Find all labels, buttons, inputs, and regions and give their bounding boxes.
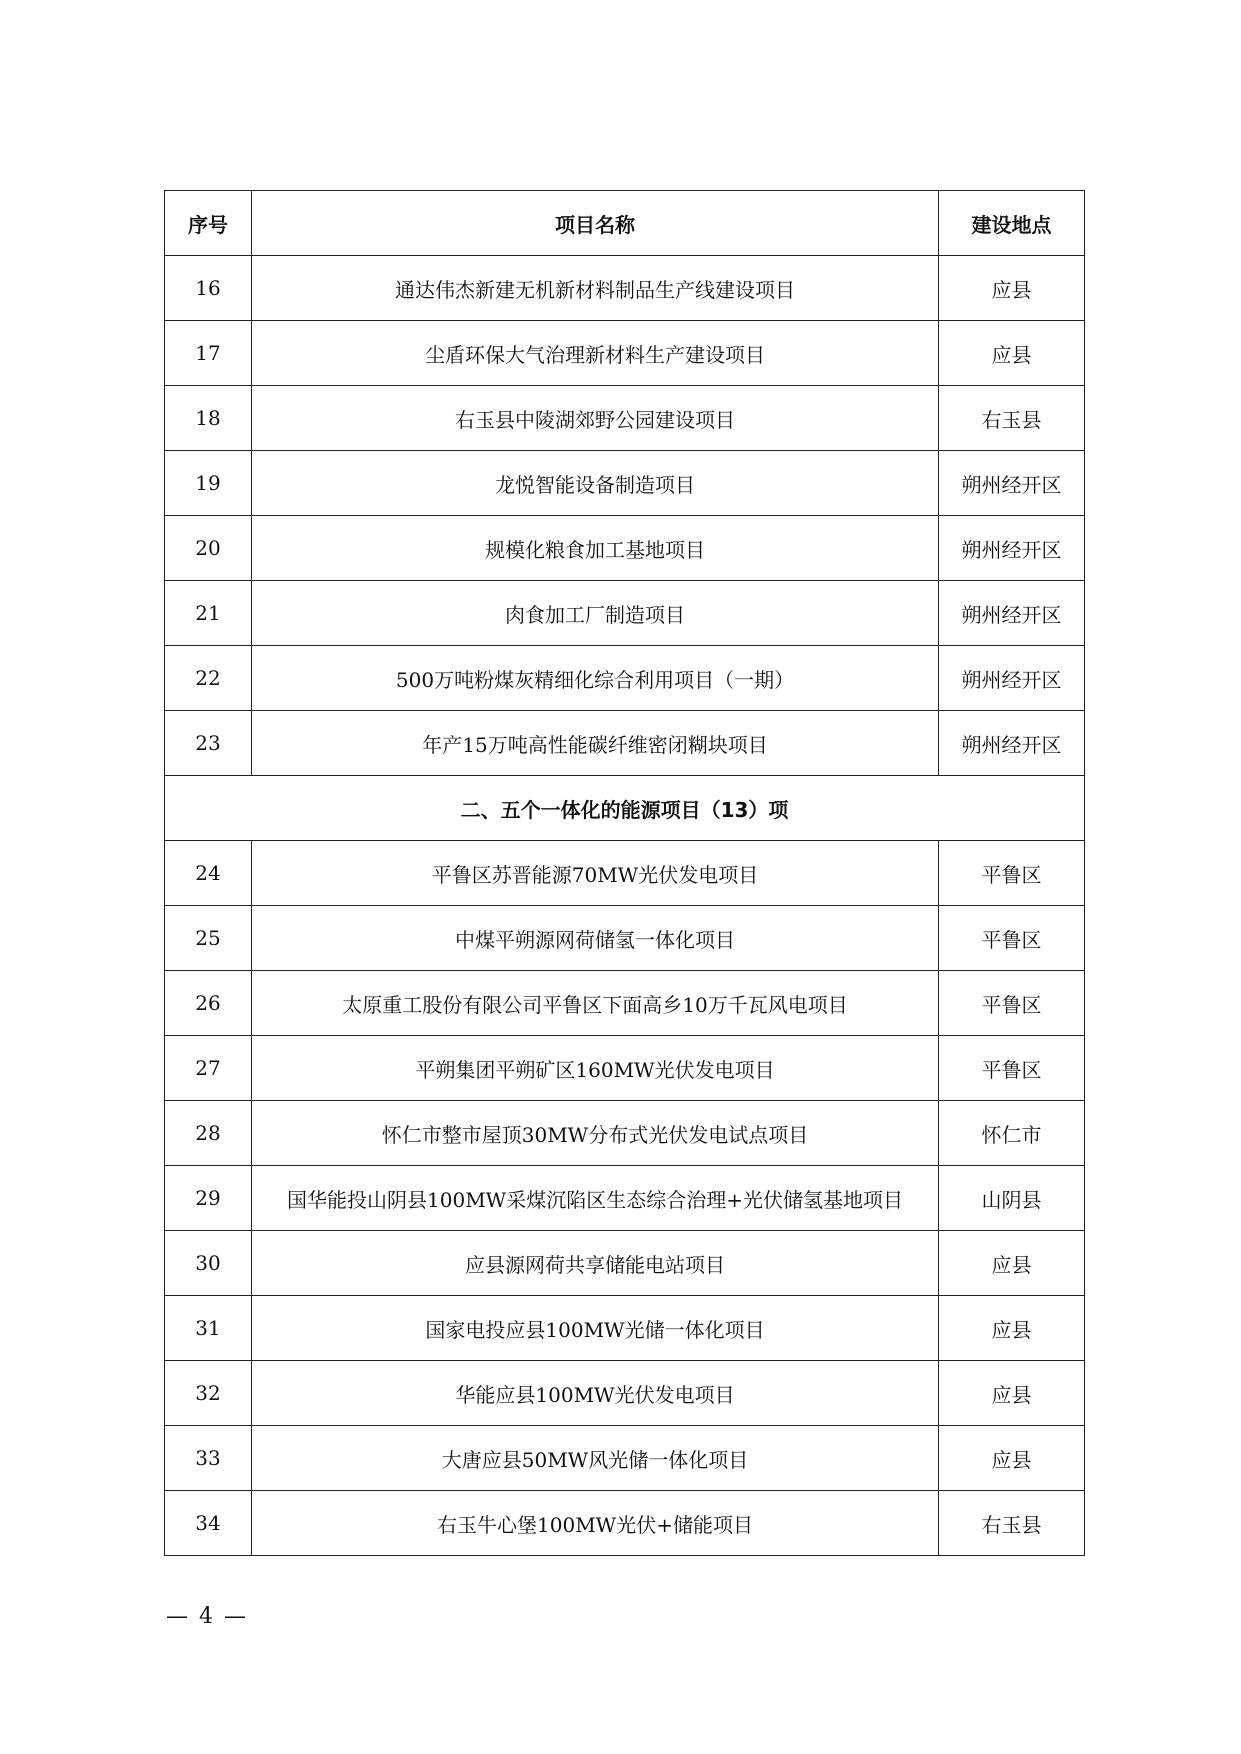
row-number: 32 [165,1361,252,1426]
row-project-name: 国华能投山阴县100MW采煤沉陷区生态综合治理+光伏储氢基地项目 [252,1166,939,1231]
table-row [165,1101,1085,1166]
row-project-name: 通达伟杰新建无机新材料制品生产线建设项目 [252,256,939,321]
row-project-name: 应县源网荷共享储能电站项目 [252,1231,939,1296]
row-number: 22 [165,646,252,711]
table-row [165,581,1085,646]
table-row [165,1361,1085,1426]
header-location: 建设地点 [939,191,1085,256]
row-number: 24 [165,841,252,906]
row-project-name: 大唐应县50MW风光储一体化项目 [252,1426,939,1491]
table-row [165,906,1085,971]
project-table [164,190,1085,1556]
row-project-name: 平鲁区苏晋能源70MW光伏发电项目 [252,841,939,906]
section-title: 二、五个一体化的能源项目（13）项 [165,776,1085,841]
row-location: 应县 [939,1426,1085,1491]
row-location: 平鲁区 [939,971,1085,1036]
table-row [165,451,1085,516]
row-location: 朔州经开区 [939,646,1085,711]
table-row [165,1426,1085,1491]
row-location: 山阴县 [939,1166,1085,1231]
row-project-name: 太原重工股份有限公司平鲁区下面高乡10万千瓦风电项目 [252,971,939,1036]
row-project-name: 年产15万吨高性能碳纤维密闭糊块项目 [252,711,939,776]
table-row [165,1166,1085,1231]
table-body-part-2 [165,841,1085,1556]
row-location: 应县 [939,1231,1085,1296]
row-project-name: 右玉县中陵湖郊野公园建设项目 [252,386,939,451]
row-project-name: 国家电投应县100MW光储一体化项目 [252,1296,939,1361]
row-location: 怀仁市 [939,1101,1085,1166]
row-number: 17 [165,321,252,386]
row-number: 31 [165,1296,252,1361]
table-row [165,646,1085,711]
row-number: 27 [165,1036,252,1101]
row-location: 右玉县 [939,1491,1085,1556]
row-number: 21 [165,581,252,646]
row-number: 16 [165,256,252,321]
row-number: 30 [165,1231,252,1296]
header-project-name: 项目名称 [252,191,939,256]
table-row [165,321,1085,386]
row-project-name: 尘盾环保大气治理新材料生产建设项目 [252,321,939,386]
table-header-row [165,191,1085,256]
row-number: 19 [165,451,252,516]
row-location: 平鲁区 [939,841,1085,906]
table-row [165,711,1085,776]
table-row [165,256,1085,321]
page-number: — 4 — [166,1604,248,1629]
row-location: 右玉县 [939,386,1085,451]
row-location: 朔州经开区 [939,451,1085,516]
table-row [165,1491,1085,1556]
header-number: 序号 [165,191,252,256]
table-row [165,1296,1085,1361]
row-location: 应县 [939,1361,1085,1426]
row-number: 18 [165,386,252,451]
row-location: 平鲁区 [939,1036,1085,1101]
row-location: 应县 [939,321,1085,386]
table-row [165,386,1085,451]
row-project-name: 龙悦智能设备制造项目 [252,451,939,516]
section-row [165,776,1085,841]
table-row [165,1231,1085,1296]
row-number: 28 [165,1101,252,1166]
row-project-name: 规模化粮食加工基地项目 [252,516,939,581]
row-location: 朔州经开区 [939,516,1085,581]
row-location: 应县 [939,1296,1085,1361]
row-number: 33 [165,1426,252,1491]
row-project-name: 平朔集团平朔矿区160MW光伏发电项目 [252,1036,939,1101]
table-row [165,841,1085,906]
table-row [165,516,1085,581]
row-project-name: 右玉牛心堡100MW光伏+储能项目 [252,1491,939,1556]
row-number: 26 [165,971,252,1036]
row-project-name: 怀仁市整市屋顶30MW分布式光伏发电试点项目 [252,1101,939,1166]
row-project-name: 肉食加工厂制造项目 [252,581,939,646]
row-number: 25 [165,906,252,971]
row-number: 20 [165,516,252,581]
table-body-part-1 [165,256,1085,776]
row-number: 34 [165,1491,252,1556]
row-project-name: 500万吨粉煤灰精细化综合利用项目（一期） [252,646,939,711]
table-row [165,971,1085,1036]
row-project-name: 中煤平朔源网荷储氢一体化项目 [252,906,939,971]
row-location: 平鲁区 [939,906,1085,971]
row-number: 29 [165,1166,252,1231]
table-row [165,1036,1085,1101]
row-project-name: 华能应县100MW光伏发电项目 [252,1361,939,1426]
row-location: 应县 [939,256,1085,321]
row-location: 朔州经开区 [939,581,1085,646]
row-location: 朔州经开区 [939,711,1085,776]
row-number: 23 [165,711,252,776]
